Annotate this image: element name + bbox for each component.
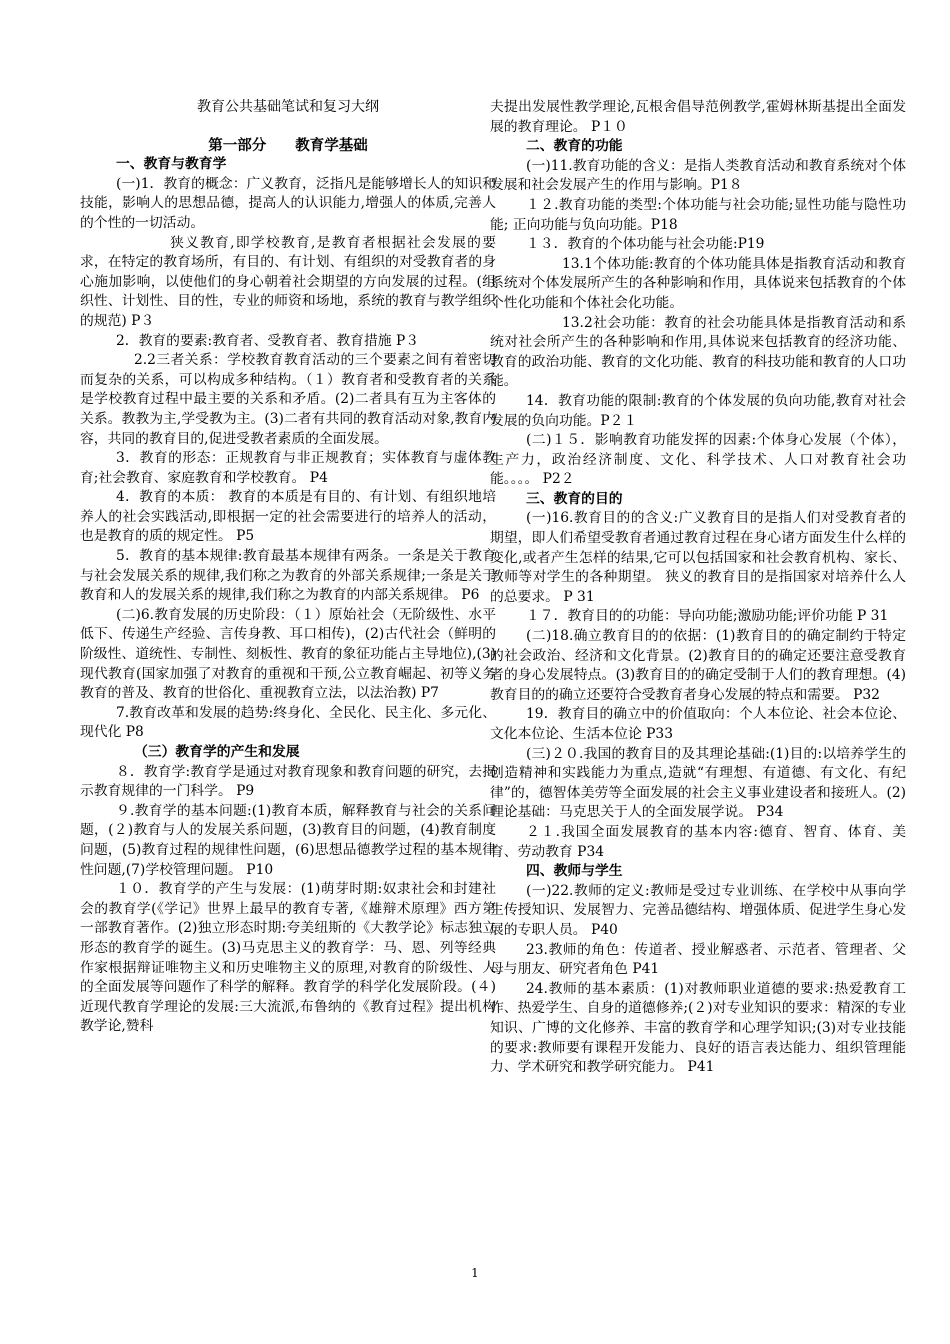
paragraph: (二)18.确立教育目的的依据：(1)教育目的的确定制约于特定的社会政治、经济和文化背景。(2)教育目的的确定还要注意受教育者的身心发展特点。(3)教育目的的确定受制于人们的教育理想。(4)教育目的的确立还要符合受教育者身心发展的特点和需要。 P32 — [490, 628, 906, 703]
left-paragraphs — [80, 155, 496, 1037]
paragraph: 狭义教育,即学校教育,是教育者根据社会发展的要求，在特定的教育场所，有目的、有计划、有组织的对受教育者的身心施加影响，以使他们的身心朝着社会期望的方向发展的过程。(组织性、计划性、目的性，专业的师资和场地，系统的教育与教学组织的规范) P３ — [80, 234, 496, 329]
paragraph: 23.教师的角色：传道者、授业解惑者、示范者、管理者、父母与朋友、研究者角色 P41 — [490, 941, 906, 978]
paragraph: 14．教育功能的限制:教育的个体发展的负向功能,教育对社会发展的负向功能。P２１ — [490, 392, 906, 429]
paragraph: 四、教师与学生 — [526, 863, 623, 880]
paragraph: 4．教育的本质： 教育的本质是有目的、有计划、有组织地培养人的社会实践活动,即根据一定的社会需要进行的培养人的活动，也是教育的质的规定性。 P5 — [80, 489, 496, 545]
paragraph: 3．教育的形态：正规教育与非正规教育；实体教育与虚体教育;社会教育、家庭教育和学校教育。 P4 — [80, 450, 496, 486]
paragraph: 5．教育的基本规律:教育最基本规律有两条。一条是关于教育与社会发展关系的规律,我们称之为教育的外部关系规律;一条是关于教育和人的发展关系的规律,我们称之为教育的内部关系规律。 P6 — [80, 548, 496, 604]
paragraph: (二)１５．影响教育功能发挥的因素:个体身心发展（个体），生产力，政治经济制度、文化、科学技术、人口对教育社会功能。。。。 P2２ — [490, 432, 906, 488]
paragraph: ９.教育学的基本问题:(1)教育本质，解释教育与社会的关系问题，(２)教育与人的发展关系问题，(3)教育目的问题，(4)教育制度问题，(5)教育过程的规律性问题，(6)思想品德教学过程的基本规律性问题,(7)学校管理问题。 P10 — [80, 802, 496, 878]
document-title: 教育公共基础笔试和复习大纲 — [197, 99, 379, 115]
paragraph: (一)1．教育的概念：广义教育，泛指凡是能够增长人的知识和技能，影响人的思想品德，提高人的认识能力,增强人的体质,完善人的个性的一切活动。 — [80, 175, 496, 231]
paragraph: 7.教育改革和发展的趋势:终身化、全民化、民主化、多元化、现代化 P8 — [80, 704, 496, 741]
paragraph: 二、教育的功能 — [526, 138, 623, 155]
paragraph: 13.2社会功能：教育的社会功能具体是指教育活动和系统对社会所产生的各种影响和作用,具体说来包括教育的经济功能、教育的政治功能、教育的文化功能、教育的科技功能和教育的人口功能。 — [490, 314, 906, 390]
paragraph: １７．教育目的的功能：导向功能;激励功能;评价功能 P 31 — [526, 608, 889, 625]
paragraph: (一)11.教育功能的含义：是指人类教育活动和教育系统对个体发展和社会发展产生的作用与影响。P1８ — [490, 157, 906, 194]
paragraph: 三、教育的目的 — [526, 490, 623, 507]
paragraph: (一)16.教育目的的含义:广义教育目的是指人们对受教育者的期望，即人们希望受教育者通过教育过程在身心诸方面发生什么样的变化,或者产生怎样的结果,它可以包括国家和社会教育机构、家长、教师等对学生的各种期望。 狭义的教育目的是指国家对培养什么人的总要求。 P 31 — [490, 510, 906, 605]
right-paragraphs — [490, 98, 906, 1078]
paragraph: 24.教师的基本素质：(1)对教师职业道德的要求:热爱教育工作、热爱学生、自身的道德修养;(２)对专业知识的要求：精深的专业知识、广博的文化修养、丰富的教育学和心理学知识;(3)对专业技能的要求:教师要有课程开发能力、良好的语言表达能力、组织管理能力、学术研究和教学研究能力。 P41 — [490, 980, 906, 1076]
page-number: 1 — [471, 1266, 479, 1280]
paragraph: １３．教育的个体功能与社会功能:P19 — [526, 236, 765, 253]
paragraph: （三）教育学的产生和发展 — [134, 744, 300, 760]
left-column — [80, 98, 496, 1037]
paragraph: ８．教育学:教育学是通过对教育现象和教育问题的研究，去揭示教育规律的一门科学。 P9 — [80, 763, 496, 800]
paragraph: ２１.我国全面发展教育的基本内容:德育、智育、体育、美育、劳动教育 P34 — [490, 823, 906, 860]
paragraph: (一)22.教师的定义:教师是受过专业训练、在学校中从事向学生传授知识、发展智力、完善品德结构、增强体质、促进学生身心发展的专职人员。 P40 — [490, 882, 906, 938]
paragraph: １０．教育学的产生与发展：(1)萌芽时期:奴隶社会和封建社会的教育学(《学记》世界上最早的教育专著,《雄辩术原理》西方第一部教育著作。(2)独立形态时期:夸美纽斯的《大教学论》标志独立形态的教育学的诞生。(3)马克思主义的教育学：马、恩、列等经典作家根据辩证唯物主义和历史唯物主义的原理,对教育的阶级性、人的全面发展等问题作了科学的解释。教育学的科学化发展阶段。(４)近现代教育学理论的发展:三大流派,布鲁纳的《教育过程》提出机构教学论,赞科 — [80, 881, 496, 1035]
paragraph: 2．教育的要素:教育者、受教育者、教育措施 P３ — [116, 332, 420, 349]
paragraph: (二)6.教育发展的历史阶段：（１）原始社会（无阶级性、水平低下、传递生产经验、言传身教、耳口相传)，(2)古代社会（鲜明的阶级性、道统性、专制性、刻板性、教育的象征功能占主导地位),(3)现代教育(国家加强了对教育的重视和干预,公立教育崛起、初等义务教育的普及、教育的世俗化、重视教育立法，以法治教) P7 — [80, 606, 496, 702]
right-column — [490, 98, 906, 1078]
paragraph: 19．教育目的确立中的价值取向：个人本位论、社会本位论、文化本位论、生活本位论 P33 — [490, 706, 906, 742]
paragraph: (三)２０.我国的教育目的及其理论基础:(1)目的:以培养学生的创造精神和实践能力为重点,造就“有理想、有道德、有文化、有纪律”的，德智体美劳等全面发展的社会主义事业建设者和接班人。(2)理论基础：马克思关于人的全面发展学说。 P34 — [490, 745, 906, 821]
paragraph: １２.教育功能的类型:个体功能与社会功能;显性功能与隐性功能; 正向功能与负向功能。P18 — [490, 196, 906, 233]
part-heading: 第一部分 教育学基础 — [208, 136, 368, 154]
paragraph: 夫提出发展性教学理论,瓦根舍倡导范例教学,霍姆林斯基提出全面发展的教育理论。 P１０ — [490, 99, 906, 135]
paragraph: 13.1个体功能:教育的个体功能具体是指教育活动和教育系统对个体发展所产生的各种影响和作用，具体说来包括教育的个体个性化功能和个体社会化功能。 — [490, 255, 906, 311]
paragraph: 一、教育与教育学 — [116, 156, 227, 173]
paragraph: 2.2三者关系：学校教育教育活动的三个要素之间有着密切而复杂的关系，可以构成多种结构。（１）教育者和受教育者的关系是学校教育过程中最主要的关系和矛盾。(2)二者具有互为主客体的关系。教教为主,学受教为主。(3)二者有共同的教育活动对象,教育内容，共同的教育目的,促进受教者素质的全面发展。 — [80, 352, 496, 447]
